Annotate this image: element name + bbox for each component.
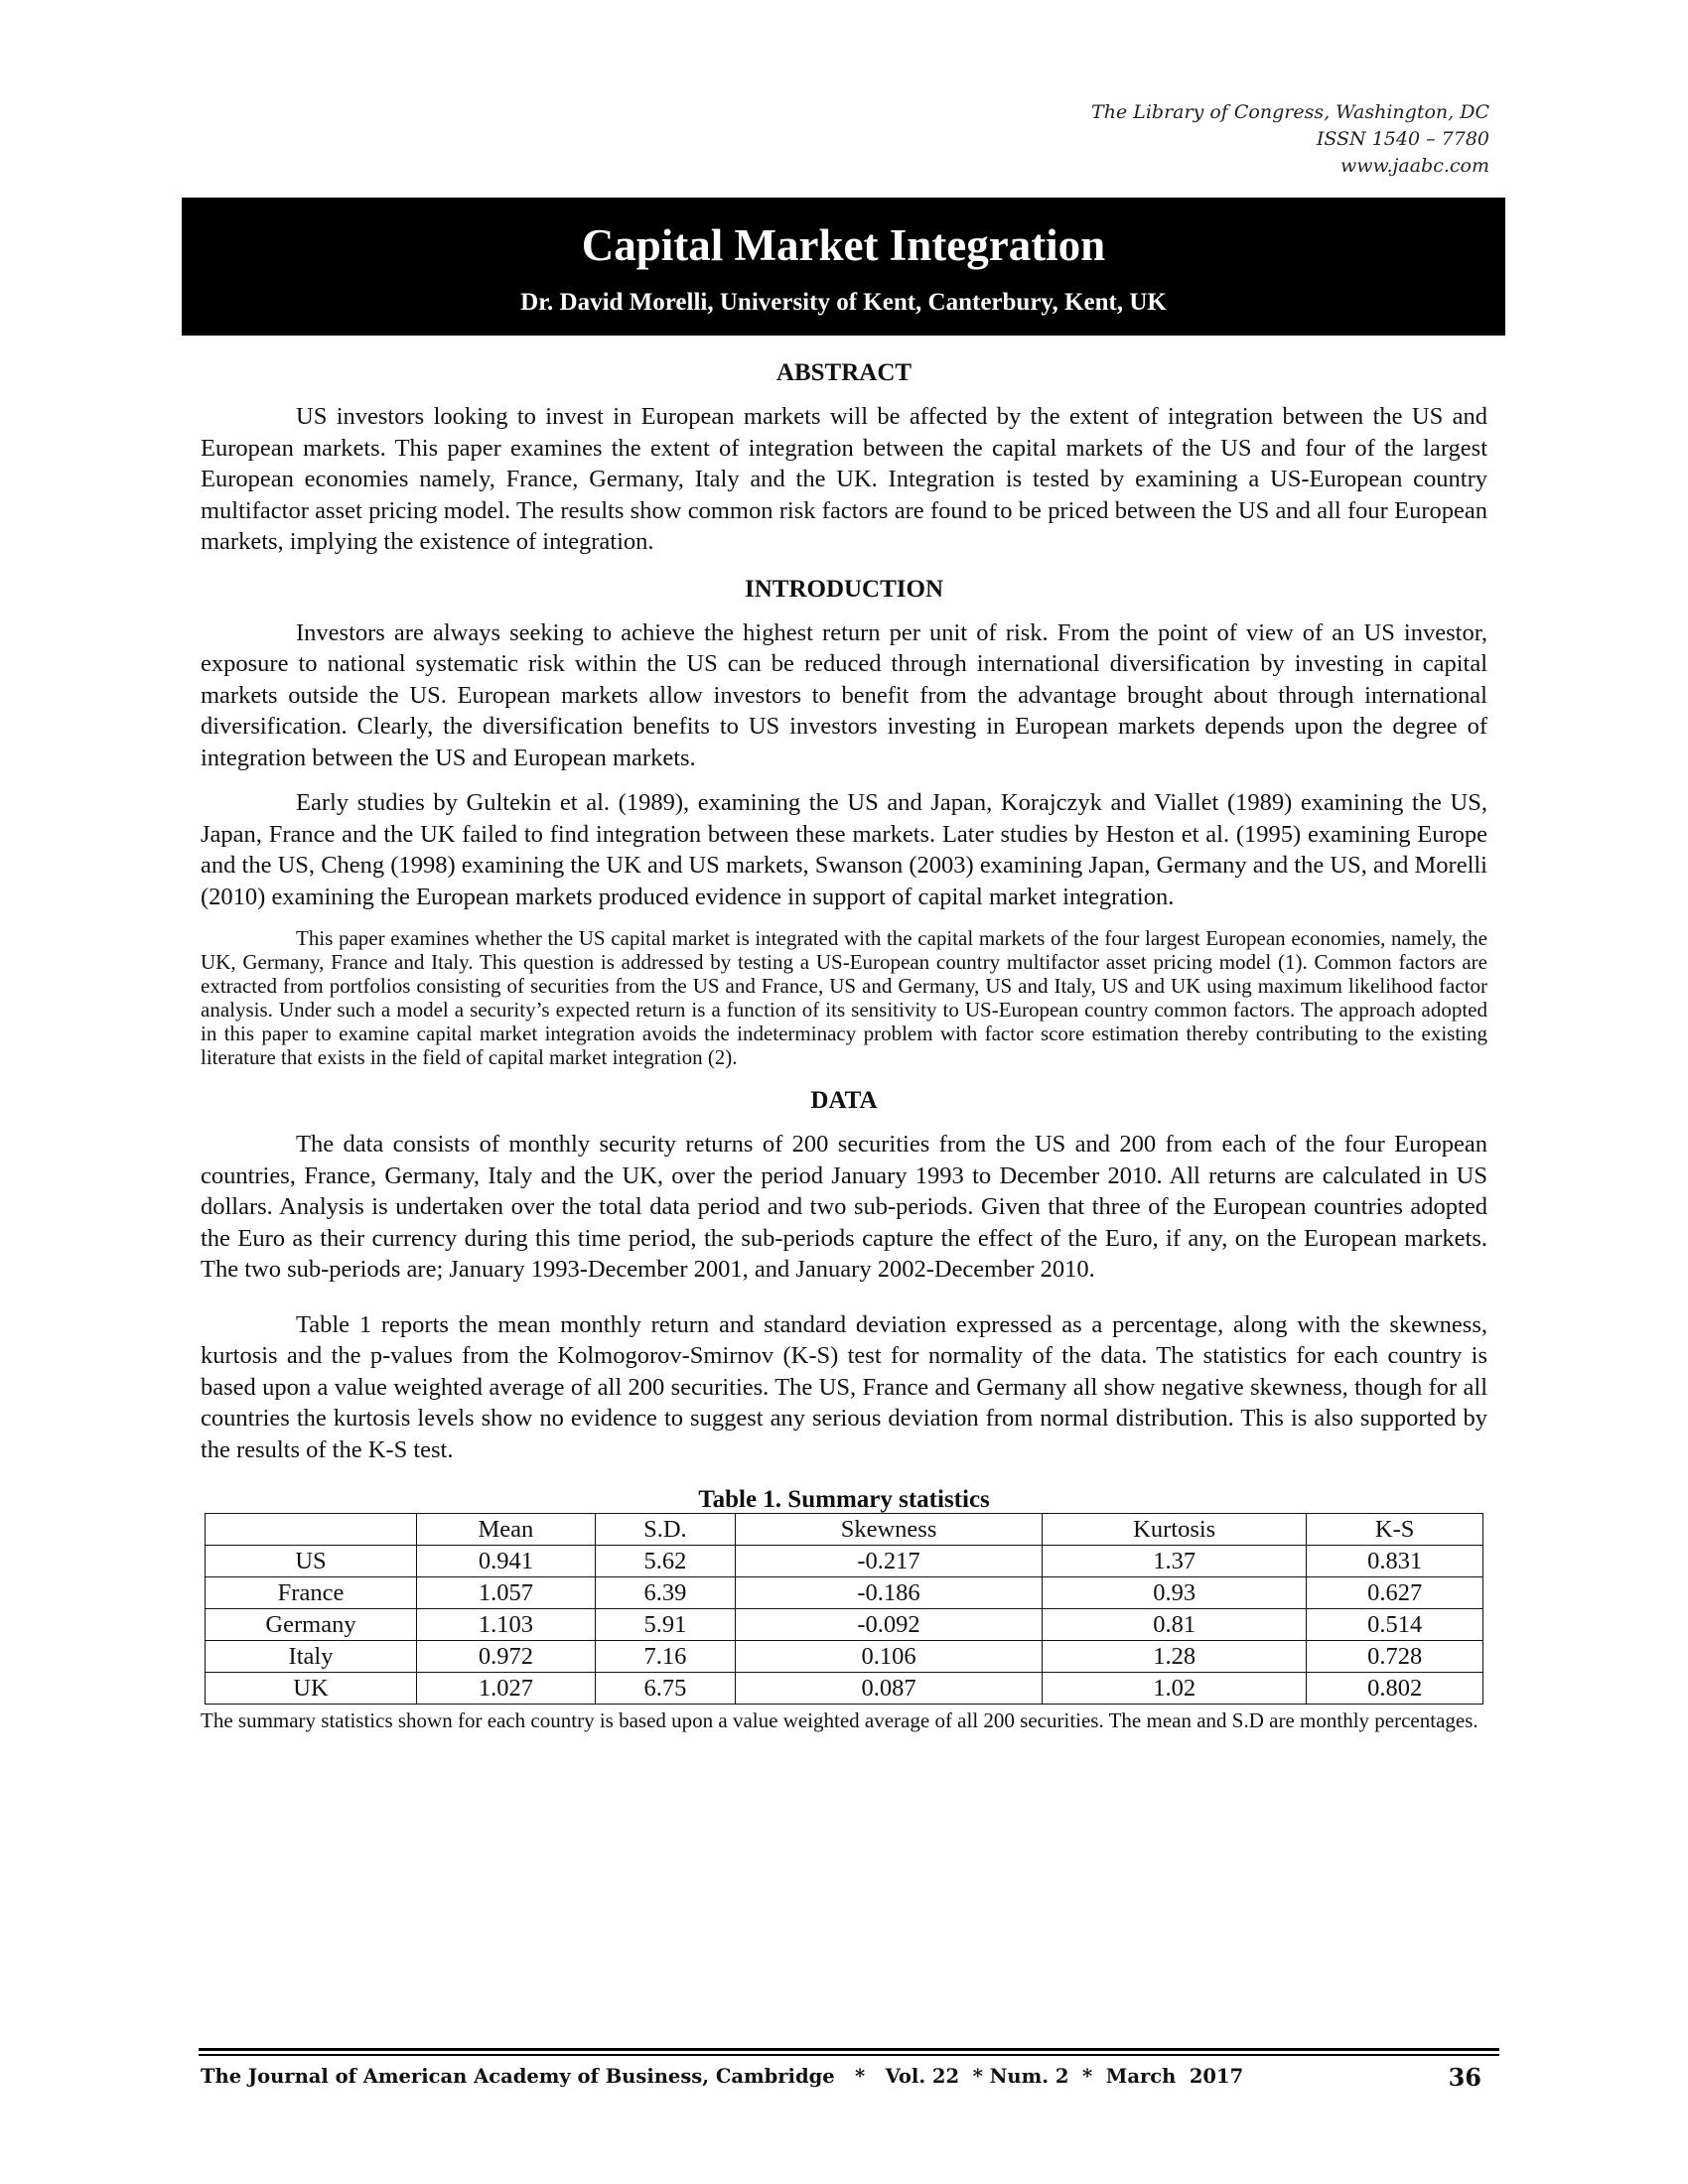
table-header-cell: Kurtosis	[1043, 1514, 1307, 1546]
abstract-heading: ABSTRACT	[775, 359, 913, 386]
table-cell: 6.75	[595, 1673, 735, 1705]
table-cell: -0.092	[735, 1609, 1042, 1641]
table-cell: 0.93	[1043, 1577, 1307, 1609]
table-header-cell: Mean	[417, 1514, 596, 1546]
table-cell: 0.941	[417, 1546, 596, 1577]
table-cell: -0.186	[735, 1577, 1042, 1609]
issn-line: ISSN 1540 – 7780	[1316, 128, 1489, 150]
table-header-row	[206, 1514, 1483, 1546]
table-cell: 0.802	[1307, 1673, 1483, 1705]
journal-citation: The Journal of American Academy of Business, Cambridge * Vol. 22 * Num. 2 * March 2017	[201, 2065, 1244, 2088]
table-cell: 0.514	[1307, 1609, 1483, 1641]
table-caption: Table 1. Summary statistics	[698, 1486, 990, 1513]
introduction-paragraph-3: This paper examines whether the US capital market is integrated with the capital markets of the four largest European economies, namely, the UK, Germany, France and Italy. This question is addressed by testing a US-European country multifactor asset pricing model (1). Common factors are extracted from portfolios consisting of securities from the US and France, US and Germany, US and Italy, US and UK using maximum likelihood factor analysis. Under such a model a security’s expected return is a function of its sensitivity to US-European country common factors. The approach adopted in this paper to examine capital market integration avoids the indeterminacy problem with factor score estimation thereby contributing to the existing literature that exists in the field of capital market integration (2).	[201, 926, 1487, 1069]
table-cell: 1.057	[417, 1577, 596, 1609]
author-line: Dr. David Morelli, University of Kent, Canterbury, Kent, UK	[520, 289, 1167, 316]
library-line: The Library of Congress, Washington, DC	[1091, 101, 1489, 123]
table-cell: US	[206, 1546, 417, 1577]
table-note: The summary statistics shown for each country is based upon a value weighted average of all 200 securities. The mean and S.D are monthly percentages.	[201, 1708, 1478, 1732]
table-cell: 1.28	[1043, 1641, 1307, 1673]
table-cell: 0.728	[1307, 1641, 1483, 1673]
table-row	[206, 1641, 1483, 1673]
table-cell: 0.972	[417, 1641, 596, 1673]
footer-divider	[199, 2048, 1499, 2051]
table-cell: 0.627	[1307, 1577, 1483, 1609]
introduction-paragraph-1: Investors are always seeking to achieve the highest return per unit of risk. From the point of view of an US investor, exposure to national systematic risk within the US can be reduced through international diversification by investing in capital markets outside the US. European markets allow investors to benefit from the advantage brought about through international diversification. Clearly, the diversification benefits to US investors investing in European markets depends upon the degree of integration between the US and European markets.	[201, 618, 1487, 771]
table-cell: 1.37	[1043, 1546, 1307, 1577]
data-paragraph-2: Table 1 reports the mean monthly return and standard deviation expressed as a percentage, along with the skewness, kurtosis and the p-values from the Kolmogorov-Smirnov (K-S) test for normality of the data. The statistics for each country is based upon a value weighted average of all 200 securities. The US, France and Germany all show negative skewness, though for all countries the kurtosis levels show no evidence to suggest any serious deviation from normal distribution. This is also supported by the results of the K-S test.	[201, 1310, 1487, 1463]
table-cell: 0.106	[735, 1641, 1042, 1673]
table-row	[206, 1673, 1483, 1705]
table-header-cell: Skewness	[735, 1514, 1042, 1546]
publication-info	[1091, 99, 1489, 180]
table-cell: UK	[206, 1673, 417, 1705]
table-header-cell: S.D.	[595, 1514, 735, 1546]
data-paragraph-1: The data consists of monthly security returns of 200 securities from the US and 200 from each of the four European countries, France, Germany, Italy and the UK, over the period January 1993 to December 2010. All returns are calculated in US dollars. Analysis is undertaken over the total data period and two sub-periods. Given that three of the European countries adopted the Euro as their currency during this time period, the sub-periods capture the effect of the Euro, if any, on the European markets. The two sub-periods are; January 1993-December 2001, and January 2002-December 2010.	[201, 1131, 1487, 1283]
table-cell: 5.62	[595, 1546, 735, 1577]
page-number: 36	[1448, 2063, 1481, 2092]
table-row	[206, 1609, 1483, 1641]
table-row	[206, 1577, 1483, 1609]
table-cell: 1.027	[417, 1673, 596, 1705]
table-cell: 7.16	[595, 1641, 735, 1673]
table-row	[206, 1546, 1483, 1577]
table-cell: Italy	[206, 1641, 417, 1673]
footer-divider-thin	[199, 2054, 1499, 2056]
table-header-cell: K-S	[1307, 1514, 1483, 1546]
introduction-heading: INTRODUCTION	[744, 575, 944, 603]
table-cell: 6.39	[595, 1577, 735, 1609]
table-cell: France	[206, 1577, 417, 1609]
website-line: www.jaabc.com	[1339, 155, 1489, 177]
title-banner	[182, 198, 1505, 336]
table-cell: 1.02	[1043, 1673, 1307, 1705]
summary-statistics-table	[205, 1513, 1483, 1705]
table-cell: -0.217	[735, 1546, 1042, 1577]
paper-title: Capital Market Integration	[581, 220, 1106, 270]
table-cell: 0.831	[1307, 1546, 1483, 1577]
table-cell: 0.087	[735, 1673, 1042, 1705]
table-cell: 0.81	[1043, 1609, 1307, 1641]
introduction-paragraph-2: Early studies by Gultekin et al. (1989), examining the US and Japan, Korajczyk and Viallet (1989) examining the US, Japan, France and the UK failed to find integration between these markets. Later studies by Heston et al. (1995) examining Europe and the US, Cheng (1998) examining the UK and US markets, Swanson (2003) examining Japan, Germany and the US, and Morelli (2010) examining the European markets produced evidence in support of capital market integration.	[201, 789, 1487, 910]
table-cell: 1.103	[417, 1609, 596, 1641]
table-header-cell	[206, 1514, 417, 1546]
table-cell: 5.91	[595, 1609, 735, 1641]
abstract-text: US investors looking to invest in European markets will be affected by the extent of integration between the US and European markets. This paper examines the extent of integration between the capital markets of the US and four of the largest European economies namely, France, Germany, Italy and the UK. Integration is tested by examining a US-European country multifactor asset pricing model. The results show common risk factors are found to be priced between the US and all four European markets, implying the existence of integration.	[201, 403, 1487, 555]
data-heading: DATA	[810, 1087, 878, 1114]
main-content	[201, 359, 1487, 1733]
table-cell: Germany	[206, 1609, 417, 1641]
